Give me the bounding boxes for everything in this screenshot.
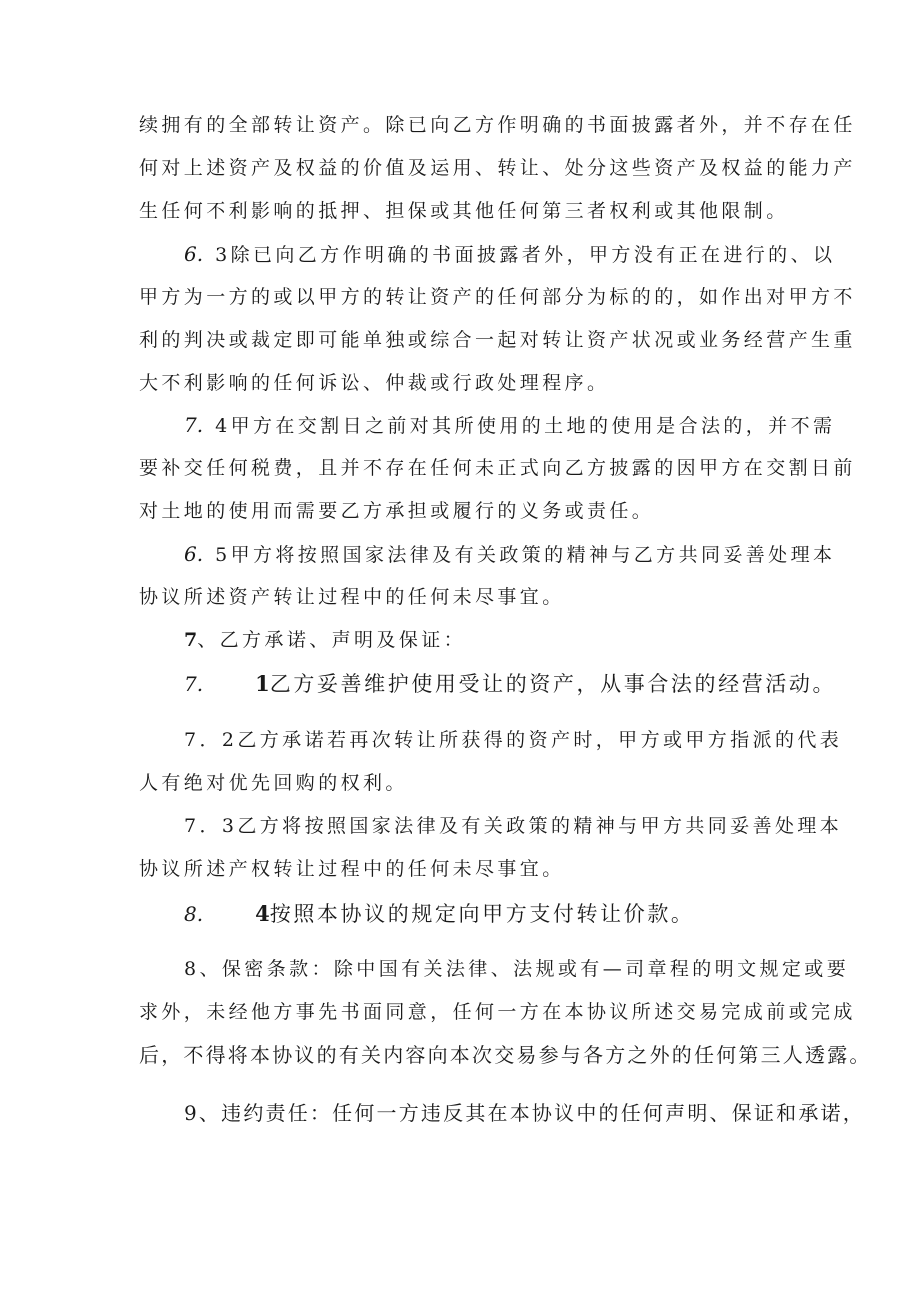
section-7-heading bbox=[184, 627, 466, 653]
clause-number: 6. bbox=[184, 542, 204, 566]
section-8-confidentiality: 8、保密条款：除中国有关法律、法规或有—司章程的明文规定或要 bbox=[184, 958, 850, 980]
clause-sub-number: 1 bbox=[255, 671, 270, 696]
clause-7-2: 7．2乙方承诺若再次转让所获得的资产时，甲方或甲方指派的代表 bbox=[184, 729, 843, 751]
clause-7-4 bbox=[184, 412, 835, 439]
clause-text: 乙方妥善维护使用受让的资产，从事合法的经营活动。 bbox=[269, 672, 837, 696]
section-title: 、乙方承诺、声明及保证： bbox=[197, 629, 467, 651]
clause-text: 4甲方在交割日之前对其所使用的土地的使用是合法的，并不需 bbox=[215, 415, 836, 437]
clause-7-1 bbox=[184, 671, 836, 697]
text-line: 甲方为一方的或以甲方的转让资产的任何部分为标的的，如作出对甲方不 bbox=[139, 286, 856, 308]
text-line: 协议所述产权转让过程中的任何未尽事宜。 bbox=[139, 858, 565, 880]
clause-text: 3除已向乙方作明确的书面披露者外，甲方没有正在进行的、以 bbox=[215, 244, 836, 266]
clause-number: 8. bbox=[184, 902, 204, 926]
text-line: 何对上述资产及权益的价值及运用、转让、处分这些资产及权益的能力产 bbox=[139, 157, 856, 179]
section-number: 7 bbox=[184, 629, 198, 651]
clause-7-3: 7．3乙方将按照国家法律及有关政策的精神与甲方共同妥善处理本 bbox=[184, 815, 843, 837]
text-line: 生任何不利影响的抵押、担保或其他任何第三者权利或其他限制。 bbox=[139, 200, 789, 222]
clause-sub-number: 4 bbox=[255, 901, 270, 926]
clause-text: 按照本协议的规定向甲方支付转让价款。 bbox=[269, 902, 695, 926]
text-line: 要补交任何税费，且并不存在任何未正式向乙方披露的因甲方在交割日前 bbox=[139, 457, 856, 479]
clause-text: 5甲方将按照国家法律及有关政策的精神与乙方共同妥善处理本 bbox=[215, 544, 836, 566]
text-line: 续拥有的全部转让资产。除已向乙方作明确的书面披露者外，并不存在任 bbox=[139, 114, 856, 136]
text-line: 人有绝对优先回购的权利。 bbox=[139, 772, 408, 794]
clause-6-5 bbox=[184, 541, 835, 568]
text-line: 协议所述资产转让过程中的任何未尽事宜。 bbox=[139, 586, 565, 608]
clause-8-4 bbox=[184, 901, 695, 927]
text-line: 大不利影响的任何诉讼、仲裁或行政处理程序。 bbox=[139, 372, 610, 394]
text-line: 利的判决或裁定即可能单独或综合一起对转让资产状况或业务经营产生重 bbox=[139, 329, 856, 351]
clause-number: 7. bbox=[184, 413, 204, 437]
text-line: 求外，未经他方事先书面同意，任何一方在本协议所述交易完成前或完成 bbox=[139, 1001, 856, 1023]
clause-6-3 bbox=[184, 241, 835, 268]
text-line: 后，不得将本协议的有关内容向本次交易参与各方之外的任何第三人透露。 bbox=[139, 1043, 872, 1067]
clause-number: 6. bbox=[184, 242, 204, 266]
section-9-liability: 9、违约责任：任何一方违反其在本协议中的任何声明、保证和承诺， bbox=[184, 1101, 865, 1125]
clause-number: 7. bbox=[184, 672, 204, 696]
text-line: 对土地的使用而需要乙方承担或履行的义务或责任。 bbox=[139, 500, 655, 522]
